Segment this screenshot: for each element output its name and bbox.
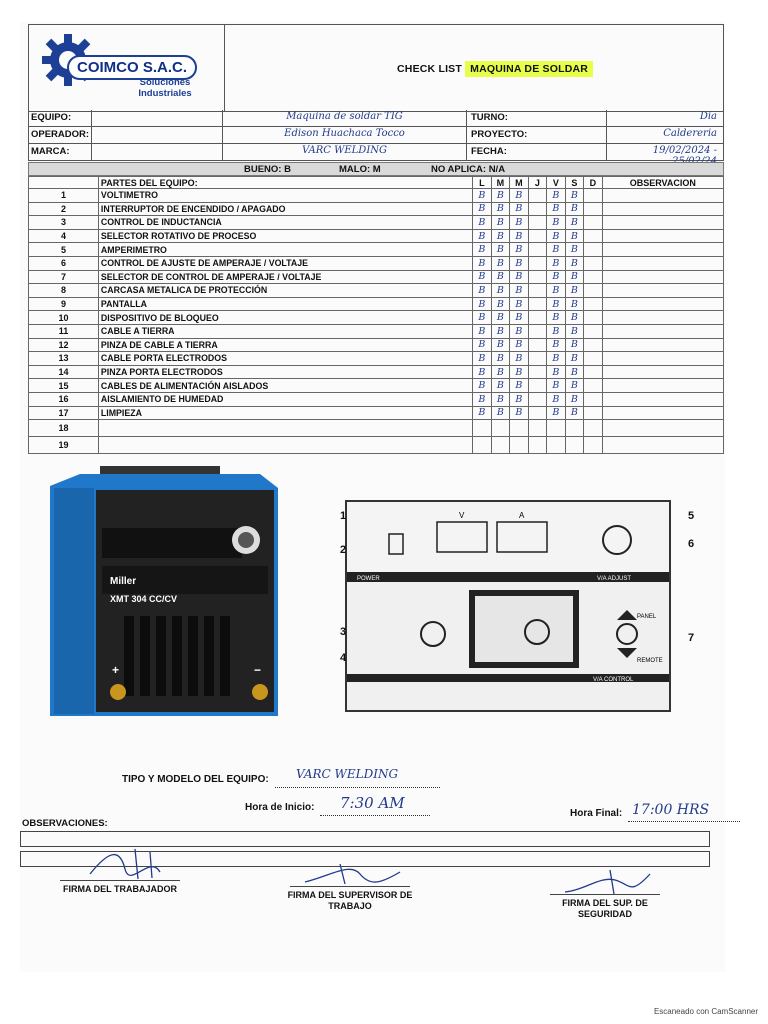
day-mark-cell[interactable] <box>491 437 510 454</box>
day-mark-cell[interactable] <box>584 229 603 243</box>
day-mark-cell[interactable] <box>528 284 547 298</box>
row-number: 17 <box>29 406 99 420</box>
day-header: M <box>510 177 529 189</box>
day-mark-cell[interactable]: B <box>547 284 566 298</box>
day-mark-cell[interactable] <box>528 406 547 420</box>
day-mark-cell[interactable] <box>584 284 603 298</box>
table-row <box>29 379 724 393</box>
svg-text:−: − <box>254 663 262 677</box>
day-mark-cell[interactable]: B <box>565 270 584 284</box>
day-mark-cell[interactable]: B <box>565 392 584 406</box>
obs-header: OBSERVACION <box>602 177 723 189</box>
row-number: 5 <box>29 243 99 257</box>
day-mark-cell[interactable] <box>473 420 492 437</box>
row-number: 19 <box>29 437 99 454</box>
supervisor-signature-icon <box>300 854 410 890</box>
panel-power-label: POWER <box>357 576 380 582</box>
day-mark-cell[interactable] <box>584 243 603 257</box>
day-mark-cell[interactable]: B <box>565 365 584 379</box>
day-mark-cell[interactable]: B <box>547 189 566 203</box>
day-mark-cell[interactable] <box>473 437 492 454</box>
day-header: J <box>528 177 547 189</box>
day-mark-cell[interactable]: B <box>547 297 566 311</box>
day-mark-cell[interactable]: B <box>473 379 492 393</box>
day-mark-cell[interactable]: B <box>547 338 566 352</box>
day-mark-cell[interactable]: B <box>510 392 529 406</box>
panel-v-label: V <box>459 511 465 520</box>
observation-cell[interactable] <box>602 392 723 406</box>
table-row <box>29 352 724 366</box>
day-mark-cell[interactable]: B <box>491 352 510 366</box>
day-mark-cell[interactable] <box>528 338 547 352</box>
tipo-dotted-line <box>275 787 440 788</box>
day-mark-cell[interactable] <box>547 420 566 437</box>
table-row <box>29 311 724 325</box>
parts-header: PARTES DEL EQUIPO: <box>98 177 472 189</box>
day-mark-cell[interactable] <box>584 297 603 311</box>
day-header: D <box>584 177 603 189</box>
day-mark-cell[interactable]: B <box>491 379 510 393</box>
info-row-equipo <box>28 110 724 127</box>
title-highlight: MAQUINA DE SOLDAR <box>465 61 593 77</box>
row-number: 10 <box>29 311 99 325</box>
day-mark-cell[interactable]: B <box>473 189 492 203</box>
observation-cell[interactable] <box>602 216 723 230</box>
observation-cell[interactable] <box>602 297 723 311</box>
row-number: 2 <box>29 202 99 216</box>
day-mark-cell[interactable] <box>584 420 603 437</box>
day-mark-cell[interactable] <box>584 365 603 379</box>
day-mark-cell[interactable]: B <box>510 229 529 243</box>
company-name: COIMCO S.A.C. <box>67 55 197 80</box>
worker-signature-icon <box>80 844 190 884</box>
callout-3: 3 <box>340 626 347 638</box>
panel-remote-label: REMOTE <box>637 658 663 664</box>
day-mark-cell[interactable]: B <box>565 216 584 230</box>
part-name: SELECTOR ROTATIVO DE PROCESO <box>98 229 472 243</box>
part-name: PINZA DE CABLE A TIERRA <box>98 338 472 352</box>
machine-brand: Miller <box>110 576 137 587</box>
observation-cell[interactable] <box>602 189 723 203</box>
panel-va-adjust-label: V/A ADJUST <box>597 576 632 582</box>
row-number: 1 <box>29 189 99 203</box>
day-mark-cell[interactable]: B <box>565 243 584 257</box>
day-mark-cell[interactable]: B <box>547 311 566 325</box>
day-mark-cell[interactable]: B <box>547 324 566 338</box>
part-name <box>98 437 472 454</box>
table-row <box>29 270 724 284</box>
day-mark-cell[interactable]: B <box>491 338 510 352</box>
equipo-value[interactable]: Maquina de soldar TIG <box>222 110 466 127</box>
observation-cell[interactable] <box>602 379 723 393</box>
day-mark-cell[interactable]: B <box>565 379 584 393</box>
proyecto-value[interactable]: Caldereria <box>606 127 724 144</box>
day-mark-cell[interactable] <box>528 420 547 437</box>
callout-7: 7 <box>688 632 695 644</box>
day-mark-cell[interactable]: B <box>473 243 492 257</box>
day-mark-cell[interactable]: B <box>473 284 492 298</box>
day-mark-cell[interactable] <box>528 243 547 257</box>
day-mark-cell[interactable]: B <box>473 352 492 366</box>
day-mark-cell[interactable] <box>584 256 603 270</box>
marca-label: MARCA: <box>28 144 92 161</box>
row-number: 16 <box>29 392 99 406</box>
day-mark-cell[interactable] <box>528 311 547 325</box>
day-mark-cell[interactable]: B <box>491 284 510 298</box>
control-panel-diagram <box>345 500 671 712</box>
day-mark-cell[interactable]: B <box>547 352 566 366</box>
day-mark-cell[interactable] <box>584 189 603 203</box>
day-mark-cell[interactable]: B <box>565 256 584 270</box>
company-subtitle: Soluciones Industriales <box>138 77 192 99</box>
marca-value[interactable]: VARC WELDING <box>222 144 466 161</box>
day-mark-cell[interactable]: B <box>473 324 492 338</box>
header-num-cell <box>29 177 99 189</box>
day-mark-cell[interactable]: B <box>547 202 566 216</box>
day-mark-cell[interactable]: B <box>547 229 566 243</box>
form-header <box>28 24 724 112</box>
fecha-label: FECHA: <box>466 144 606 161</box>
day-mark-cell[interactable] <box>584 324 603 338</box>
day-mark-cell[interactable]: B <box>491 270 510 284</box>
security-signature-line <box>550 894 660 895</box>
day-mark-cell[interactable]: B <box>565 352 584 366</box>
observation-cell[interactable] <box>602 229 723 243</box>
day-mark-cell[interactable] <box>584 216 603 230</box>
machine-model: XMT 304 CC/CV <box>110 594 178 604</box>
hora-inicio-value[interactable]: 7:30 AM <box>340 794 405 812</box>
part-name: INTERRUPTOR DE ENCENDIDO / APAGADO <box>98 202 472 216</box>
day-mark-cell[interactable]: B <box>547 270 566 284</box>
callout-6: 6 <box>688 538 695 550</box>
day-mark-cell[interactable]: B <box>473 216 492 230</box>
day-mark-cell[interactable] <box>528 229 547 243</box>
table-row <box>29 392 724 406</box>
observation-cell[interactable] <box>602 284 723 298</box>
day-mark-cell[interactable]: B <box>473 297 492 311</box>
legend-no-aplica: NO APLICA: N/A <box>431 164 506 175</box>
row-number: 11 <box>29 324 99 338</box>
callout-4: 4 <box>340 652 347 664</box>
firma-trabajador-label: FIRMA DEL TRABAJADOR <box>63 884 177 894</box>
day-mark-cell[interactable]: B <box>491 365 510 379</box>
info-row-marca <box>28 144 724 161</box>
firma-supervisor-label: FIRMA DEL SUPERVISOR DE TRABAJO <box>287 890 413 911</box>
table-row <box>29 216 724 230</box>
day-mark-cell[interactable]: B <box>510 216 529 230</box>
day-mark-cell[interactable] <box>528 379 547 393</box>
observation-cell[interactable] <box>602 311 723 325</box>
row-number: 3 <box>29 216 99 230</box>
hora-inicio-label: Hora de Inicio: <box>245 802 315 813</box>
day-mark-cell[interactable]: B <box>547 406 566 420</box>
day-mark-cell[interactable] <box>584 379 603 393</box>
svg-text:+: + <box>112 663 120 677</box>
part-name: CARCASA METALICA DE PROTECCIÓN <box>98 284 472 298</box>
part-name: AMPERIMETRO <box>98 243 472 257</box>
day-mark-cell[interactable] <box>510 437 529 454</box>
day-mark-cell[interactable]: B <box>510 324 529 338</box>
day-mark-cell[interactable] <box>584 270 603 284</box>
day-mark-cell[interactable] <box>528 270 547 284</box>
day-mark-cell[interactable]: B <box>510 297 529 311</box>
part-name: CONTROL DE AJUSTE DE AMPERAJE / VOLTAJE <box>98 256 472 270</box>
day-mark-cell[interactable] <box>584 392 603 406</box>
row-number: 4 <box>29 229 99 243</box>
welding-machine-image <box>40 466 288 728</box>
day-mark-cell[interactable]: B <box>510 256 529 270</box>
day-mark-cell[interactable]: B <box>473 229 492 243</box>
day-mark-cell[interactable] <box>565 420 584 437</box>
turno-label: TURNO: <box>466 110 606 127</box>
hora-final-value[interactable]: 17:00 HRS <box>632 802 710 818</box>
day-mark-cell[interactable]: B <box>473 270 492 284</box>
part-name: CABLE PORTA ELECTRODOS <box>98 352 472 366</box>
part-name: VOLTIMETRO <box>98 189 472 203</box>
day-mark-cell[interactable]: B <box>547 392 566 406</box>
equipo-label: EQUIPO: <box>28 110 92 127</box>
panel-drawing <box>347 502 669 710</box>
part-name: PANTALLA <box>98 297 472 311</box>
day-mark-cell[interactable] <box>584 437 603 454</box>
observation-cell[interactable] <box>602 243 723 257</box>
table-row <box>29 189 724 203</box>
day-mark-cell[interactable]: B <box>565 338 584 352</box>
hora-final-dotted-line <box>628 821 740 822</box>
observation-cell[interactable] <box>602 420 723 437</box>
day-mark-cell[interactable] <box>491 420 510 437</box>
callout-1: 1 <box>340 510 347 522</box>
part-name: PINZA PORTA ELECTRODOS <box>98 365 472 379</box>
row-number: 14 <box>29 365 99 379</box>
day-mark-cell[interactable]: B <box>510 406 529 420</box>
table-row <box>29 420 724 437</box>
table-row <box>29 338 724 352</box>
title-cell <box>225 25 723 111</box>
day-mark-cell[interactable]: B <box>491 216 510 230</box>
day-mark-cell[interactable]: B <box>510 365 529 379</box>
table-row <box>29 437 724 454</box>
table-row <box>29 229 724 243</box>
firma-seguridad-label: FIRMA DEL SUP. DE SEGURIDAD <box>562 898 648 919</box>
day-mark-cell[interactable]: B <box>491 243 510 257</box>
day-mark-cell[interactable]: B <box>491 297 510 311</box>
observation-cell[interactable] <box>602 352 723 366</box>
checklist-form <box>20 22 725 972</box>
day-mark-cell[interactable]: B <box>510 202 529 216</box>
day-mark-cell[interactable] <box>584 338 603 352</box>
day-mark-cell[interactable]: B <box>510 379 529 393</box>
day-header: S <box>565 177 584 189</box>
day-mark-cell[interactable] <box>565 437 584 454</box>
table-row <box>29 243 724 257</box>
day-mark-cell[interactable]: B <box>473 392 492 406</box>
table-row <box>29 284 724 298</box>
observation-cell[interactable] <box>602 270 723 284</box>
part-name: CABLE A TIERRA <box>98 324 472 338</box>
table-row <box>29 202 724 216</box>
day-mark-cell[interactable] <box>547 437 566 454</box>
row-number: 7 <box>29 270 99 284</box>
day-mark-cell[interactable]: B <box>473 338 492 352</box>
day-mark-cell[interactable]: B <box>510 284 529 298</box>
panel-va-control-label: V/A CONTROL <box>593 677 634 683</box>
day-mark-cell[interactable]: B <box>510 189 529 203</box>
day-header: L <box>473 177 492 189</box>
day-mark-cell[interactable]: B <box>491 392 510 406</box>
table-row <box>29 256 724 270</box>
day-mark-cell[interactable]: B <box>473 202 492 216</box>
day-mark-cell[interactable]: B <box>491 189 510 203</box>
day-header: V <box>547 177 566 189</box>
row-number: 8 <box>29 284 99 298</box>
day-mark-cell[interactable] <box>528 324 547 338</box>
day-mark-cell[interactable]: B <box>510 338 529 352</box>
day-mark-cell[interactable]: B <box>473 365 492 379</box>
day-mark-cell[interactable] <box>528 365 547 379</box>
day-mark-cell[interactable] <box>584 406 603 420</box>
day-mark-cell[interactable]: B <box>547 256 566 270</box>
tipo-modelo-label: TIPO Y MODELO DEL EQUIPO: <box>122 774 269 785</box>
day-mark-cell[interactable]: B <box>491 406 510 420</box>
part-name <box>98 420 472 437</box>
table-row <box>29 324 724 338</box>
day-mark-cell[interactable]: B <box>491 229 510 243</box>
tipo-modelo-value[interactable]: VARC WELDING <box>296 767 399 781</box>
day-mark-cell[interactable]: B <box>547 365 566 379</box>
observation-cell[interactable] <box>602 256 723 270</box>
observation-cell[interactable] <box>602 406 723 420</box>
day-mark-cell[interactable]: B <box>510 311 529 325</box>
row-number: 13 <box>29 352 99 366</box>
panel-a-label: A <box>519 511 525 520</box>
part-name: CONTROL DE INDUCTANCIA <box>98 216 472 230</box>
turno-value[interactable]: Dia <box>606 110 724 127</box>
day-mark-cell[interactable]: B <box>510 270 529 284</box>
observaciones-label: OBSERVACIONES: <box>22 818 108 829</box>
legend-bar <box>28 162 724 176</box>
day-mark-cell[interactable] <box>584 311 603 325</box>
day-mark-cell[interactable]: B <box>491 311 510 325</box>
day-mark-cell[interactable]: B <box>473 256 492 270</box>
supervisor-signature-line <box>290 886 410 887</box>
day-mark-cell[interactable]: B <box>547 379 566 393</box>
day-mark-cell[interactable] <box>528 437 547 454</box>
observation-cell[interactable] <box>602 338 723 352</box>
table-row <box>29 297 724 311</box>
part-name: LIMPIEZA <box>98 406 472 420</box>
row-number: 15 <box>29 379 99 393</box>
title-prefix: CHECK LIST <box>397 63 462 75</box>
document-title <box>397 63 593 75</box>
part-name: DISPOSITIVO DE BLOQUEO <box>98 311 472 325</box>
worker-signature-line <box>60 880 180 881</box>
operador-value[interactable]: Edison Huachaca Tocco <box>222 127 466 144</box>
info-section <box>28 110 724 161</box>
day-mark-cell[interactable]: B <box>565 202 584 216</box>
day-mark-cell[interactable]: B <box>547 216 566 230</box>
legend-malo: MALO: M <box>339 164 381 175</box>
row-number: 9 <box>29 297 99 311</box>
day-mark-cell[interactable]: B <box>510 243 529 257</box>
checklist-table <box>28 176 724 454</box>
observation-cell[interactable] <box>602 324 723 338</box>
day-mark-cell[interactable] <box>584 352 603 366</box>
day-mark-cell[interactable] <box>510 420 529 437</box>
day-header: M <box>491 177 510 189</box>
row-number: 18 <box>29 420 99 437</box>
day-mark-cell[interactable] <box>528 202 547 216</box>
panel-panel-label: PANEL <box>637 614 657 620</box>
legend-bueno: BUENO: B <box>244 164 291 175</box>
observation-cell[interactable] <box>602 202 723 216</box>
day-mark-cell[interactable]: B <box>473 406 492 420</box>
day-mark-cell[interactable] <box>528 216 547 230</box>
day-mark-cell[interactable]: B <box>565 189 584 203</box>
part-name: CABLES DE ALIMENTACIÓN AISLADOS <box>98 379 472 393</box>
day-mark-cell[interactable] <box>528 297 547 311</box>
hora-final-label: Hora Final: <box>570 808 623 819</box>
table-header-row <box>29 177 724 189</box>
day-mark-cell[interactable] <box>528 189 547 203</box>
callout-5: 5 <box>688 510 695 522</box>
day-mark-cell[interactable] <box>584 202 603 216</box>
day-mark-cell[interactable]: B <box>565 229 584 243</box>
callout-2: 2 <box>340 544 347 556</box>
info-row-operador <box>28 127 724 144</box>
row-number: 6 <box>29 256 99 270</box>
day-mark-cell[interactable] <box>528 352 547 366</box>
day-mark-cell[interactable]: B <box>565 406 584 420</box>
day-mark-cell[interactable]: B <box>491 324 510 338</box>
day-mark-cell[interactable] <box>528 256 547 270</box>
hora-inicio-dotted-line <box>320 815 430 816</box>
fecha-value[interactable]: 19/02/2024 - <box>606 144 724 161</box>
day-mark-cell[interactable]: B <box>565 297 584 311</box>
day-mark-cell[interactable]: B <box>491 256 510 270</box>
blank-cell <box>92 144 222 161</box>
row-number: 12 <box>29 338 99 352</box>
day-mark-cell[interactable]: B <box>565 324 584 338</box>
day-mark-cell[interactable]: B <box>491 202 510 216</box>
operador-label: OPERADOR: <box>28 127 92 144</box>
observation-cell[interactable] <box>602 365 723 379</box>
day-mark-cell[interactable] <box>528 392 547 406</box>
table-row <box>29 406 724 420</box>
observation-cell[interactable] <box>602 437 723 454</box>
proyecto-label: PROYECTO: <box>466 127 606 144</box>
day-mark-cell[interactable]: B <box>473 311 492 325</box>
scanner-watermark: Escaneado con CamScanner <box>653 1007 758 1016</box>
day-mark-cell[interactable]: B <box>510 352 529 366</box>
logo-cell <box>29 25 225 111</box>
blank-cell <box>92 127 222 144</box>
part-name: SELECTOR DE CONTROL DE AMPERAJE / VOLTAJE <box>98 270 472 284</box>
day-mark-cell[interactable]: B <box>565 311 584 325</box>
day-mark-cell[interactable]: B <box>565 284 584 298</box>
table-row <box>29 365 724 379</box>
day-mark-cell[interactable]: B <box>547 243 566 257</box>
blank-cell <box>92 110 222 127</box>
part-name: AISLAMIENTO DE HUMEDAD <box>98 392 472 406</box>
